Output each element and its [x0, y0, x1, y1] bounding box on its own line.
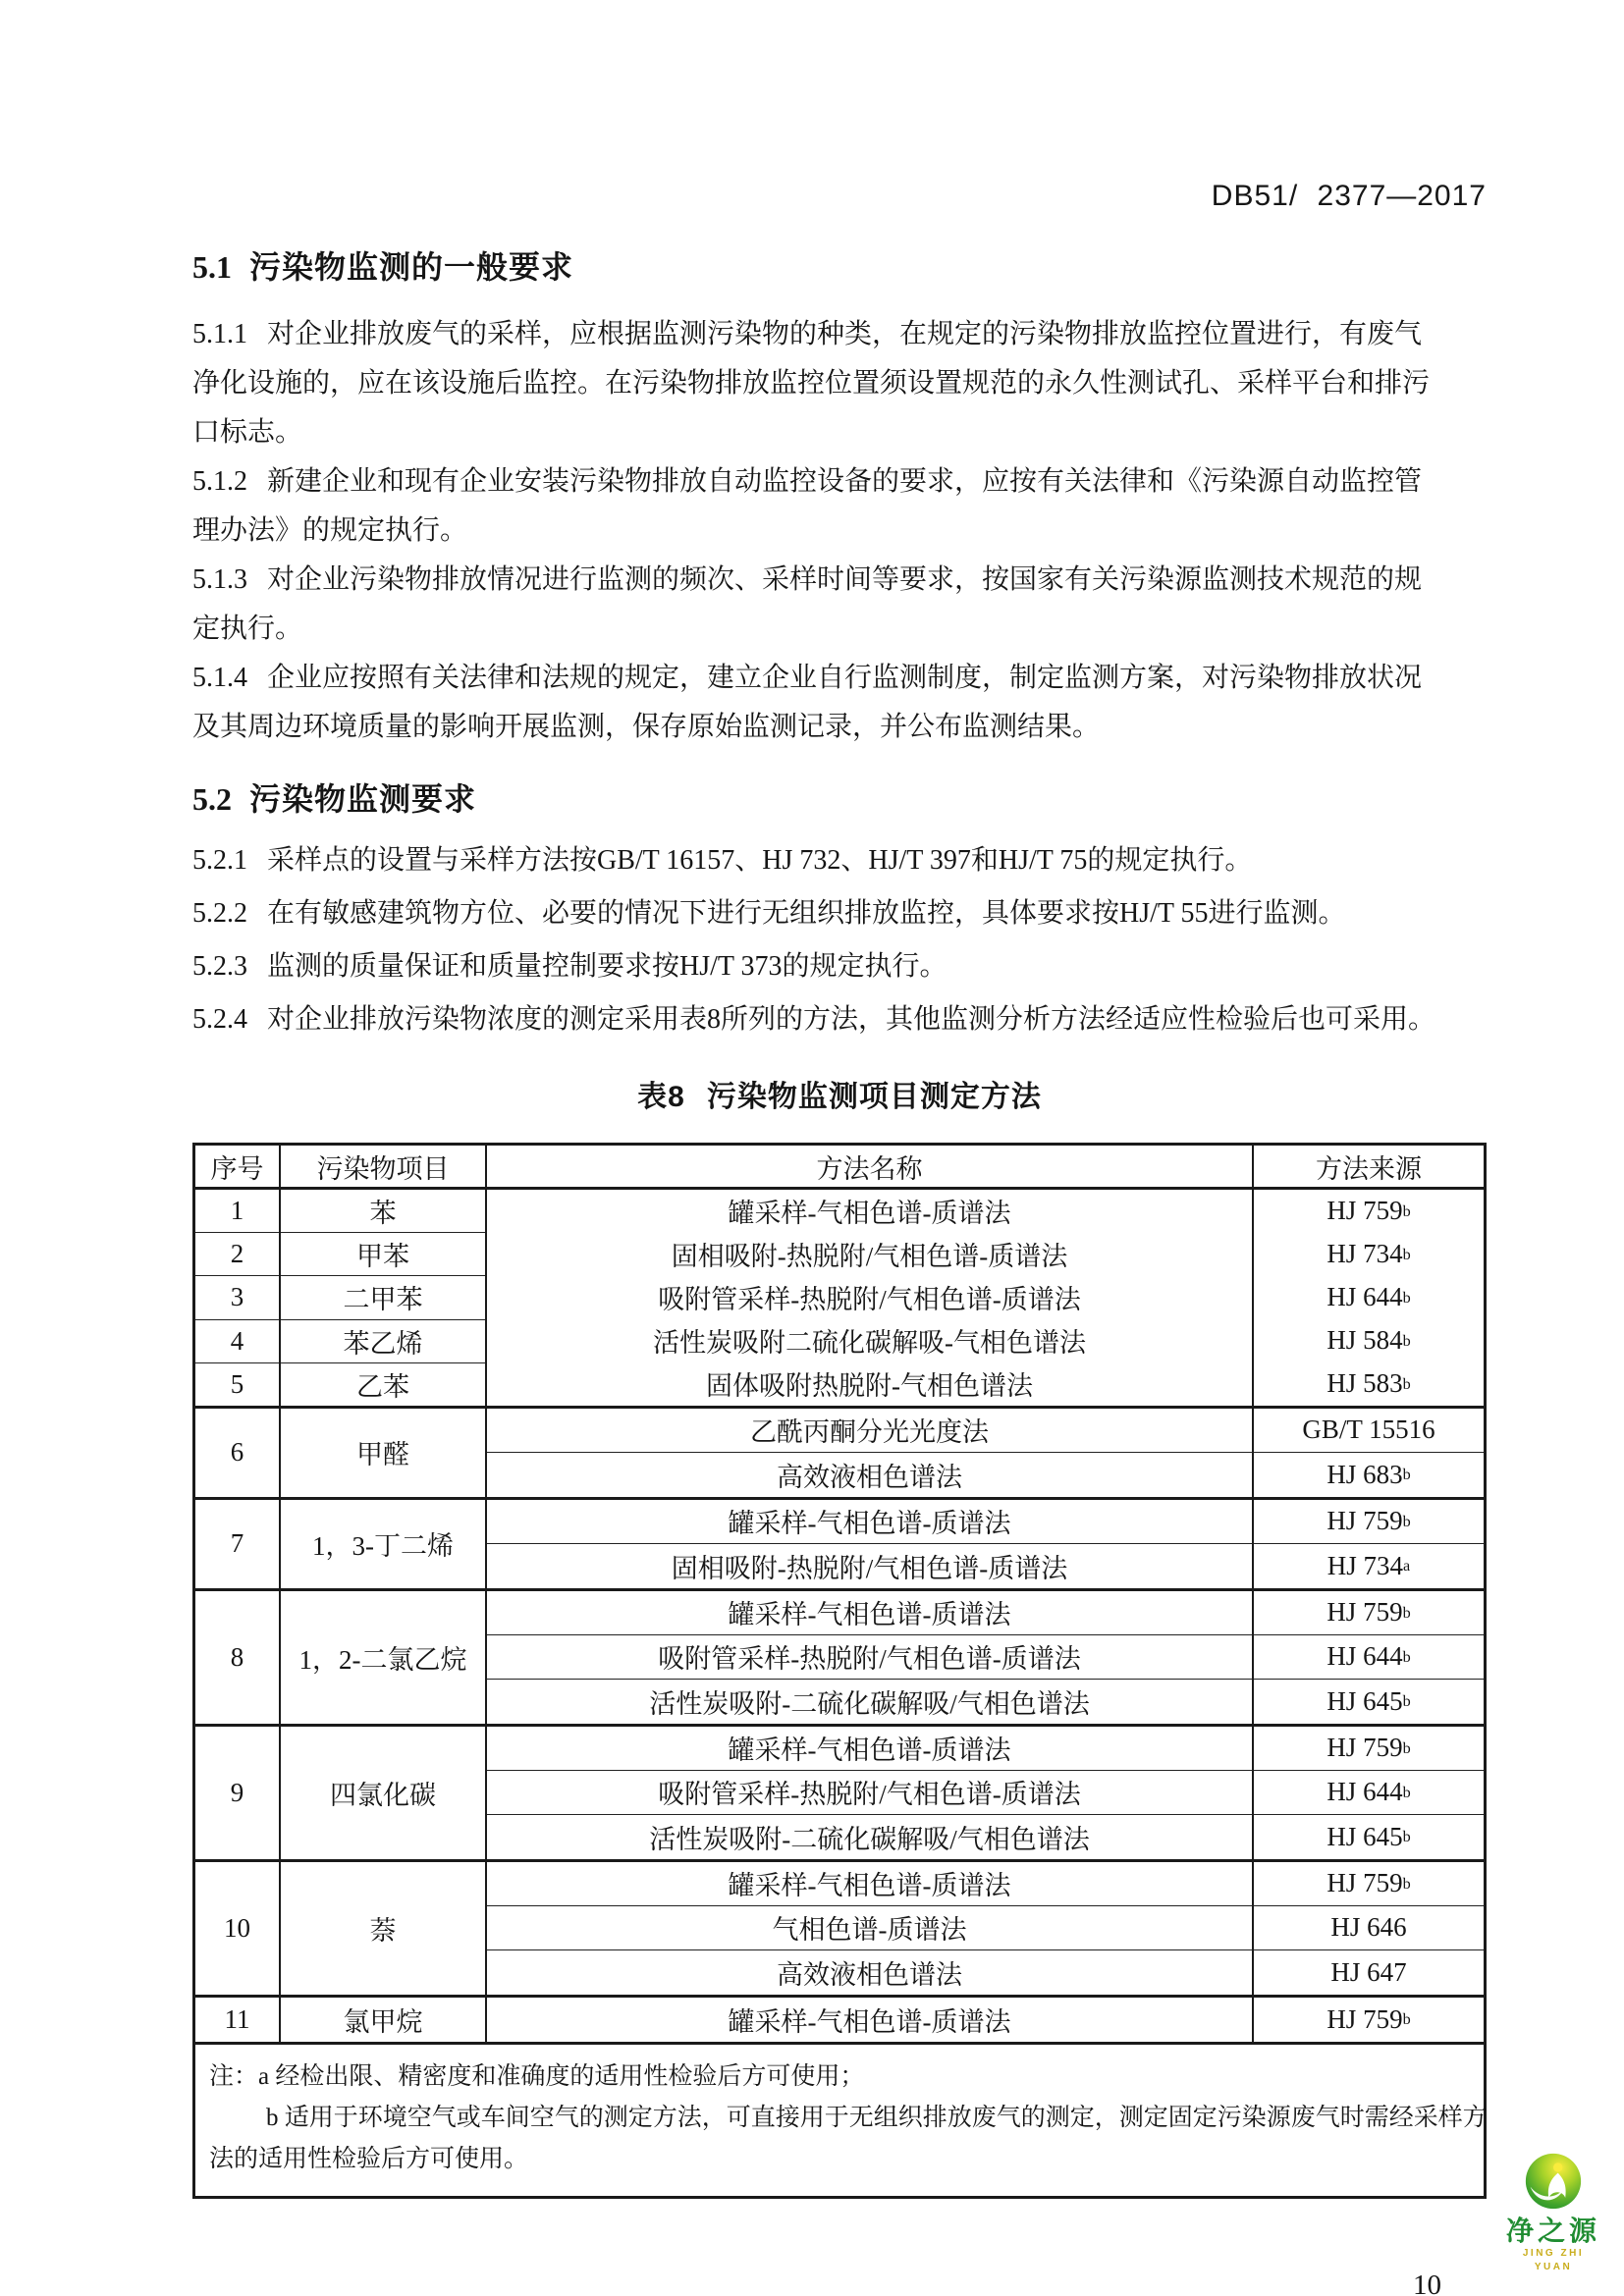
method-cell: 罐采样-气相色谱-质谱法 — [487, 1727, 1254, 1771]
method-cell: 吸附管采样-热脱附/气相色谱-质谱法 — [487, 1771, 1254, 1815]
clause-text: 在有敏感建筑物方位、必要的情况下进行无组织排放监控，具体要求按HJ/T 55进行监测。 — [267, 898, 1346, 929]
no-column — [195, 1190, 281, 1406]
table-group-row — [195, 1591, 1484, 1727]
source-cell: HJ 759 b — [1254, 1862, 1484, 1906]
clause-text: 及其周边环境质量的影响开展监测，保存原始监测记录，并公布监测结果。 — [192, 712, 1101, 742]
note-line: 法的适用性检验后方可使用。 — [209, 2145, 529, 2172]
section-number: 5.1 — [192, 249, 232, 285]
table8-title — [192, 1078, 1487, 1117]
paragraph-5-1-3 — [192, 556, 1487, 654]
row-number-cell: 9 — [195, 1727, 281, 1859]
paragraph-5-2-4 — [192, 993, 1487, 1046]
source-line: HJ 584 b — [1326, 1325, 1411, 1356]
table-group-row — [195, 1862, 1484, 1998]
table8 — [192, 1143, 1487, 2199]
source-cell: HJ 759 b — [1254, 1591, 1484, 1635]
clause-number: 5.1.3 — [192, 564, 247, 595]
clause-text: 对企业污染物排放情况进行监测的频次、采样时间等要求，按国家有关污染源监测技术规范的规 — [267, 564, 1423, 595]
source-cell: HJ 644 b — [1254, 1771, 1484, 1815]
section-number: 5.2 — [192, 781, 232, 817]
method-line: 固体吸附热脱附-气相色谱法 — [706, 1371, 1033, 1402]
table-header-row — [195, 1146, 1484, 1190]
source-cell: HJ 645 b — [1326, 1685, 1411, 1716]
row-number-cell: 5 — [230, 1368, 244, 1399]
clause-text: 口标志。 — [192, 417, 303, 448]
row-number-cell: 4 — [195, 1320, 279, 1363]
pollutant-cell: 甲醛 — [281, 1409, 487, 1497]
pollutant-column — [281, 1190, 487, 1406]
paragraph-5-2-2 — [192, 887, 1487, 940]
pollutant-cell: 甲苯 — [281, 1233, 485, 1276]
paragraph-5-2-1 — [192, 834, 1487, 887]
pollutant-cell: 苯 — [281, 1190, 485, 1233]
paragraph-5-2-3 — [192, 940, 1487, 993]
row-number-cell: 10 — [195, 1862, 281, 1995]
clause-text: 新建企业和现有企业安装污染物排放自动监控设备的要求，应按有关法律和《污染源自动监控管 — [267, 466, 1423, 497]
source-cell: HJ 647 — [1330, 1956, 1407, 1987]
method-cell: 高效液相色谱法 — [487, 1950, 1254, 1995]
section-title: 污染物监测要求 — [249, 781, 477, 817]
source-line: HJ 759 b — [1326, 1196, 1411, 1226]
source-cell: HJ 646 — [1254, 1906, 1484, 1950]
method-line: 活性炭吸附二硫化碳解吸-气相色谱法 — [653, 1328, 1086, 1359]
table-group-row — [195, 1500, 1484, 1591]
section-heading-5-1 — [192, 247, 1487, 287]
method-cell: 固相吸附-热脱附/气相色谱-质谱法 — [487, 1544, 1254, 1588]
running-header: DB51/ 2377—2017 — [1211, 180, 1487, 212]
section-5-2-body — [192, 834, 1487, 1046]
clause-text: 理办法》的规定执行。 — [192, 515, 468, 546]
method-line: 罐采样-气相色谱-质谱法 — [728, 1199, 1011, 1229]
source-cell: HJ 644 b — [1254, 1635, 1484, 1680]
merged-method-cell — [487, 1190, 1254, 1406]
method-cell: 活性炭吸附-二硫化碳解吸/气相色谱法 — [487, 1680, 1254, 1724]
row-number-cell: 3 — [195, 1276, 279, 1319]
clause-text: 企业应按照有关法律和法规的规定，建立企业自行监测制度，制定监测方案，对污染物排放状况 — [267, 663, 1423, 693]
logo-icon — [1524, 2152, 1583, 2211]
row-number-cell: 6 — [195, 1409, 281, 1497]
pollutant-cell: 氯甲烷 — [281, 1998, 487, 2042]
method-line: 固相吸附-热脱附/气相色谱-质谱法 — [671, 1242, 1068, 1272]
pollutant-cell: 1，3-丁二烯 — [281, 1500, 487, 1588]
source-cell: HJ 683 b — [1326, 1459, 1411, 1489]
source-cell: HJ 759 b — [1254, 1500, 1484, 1544]
table-group-row — [195, 1998, 1484, 2045]
source-cell: HJ 759 b — [1254, 1727, 1484, 1771]
source-cell: HJ 734 a — [1326, 1550, 1411, 1580]
clause-text: 采样点的设置与采样方法按GB/T 16157、HJ 732、HJ/T 397和HJ/T 75的规定执行。 — [267, 845, 1253, 876]
section-title: 污染物监测的一般要求 — [249, 249, 574, 285]
pollutant-cell: 乙苯 — [356, 1371, 409, 1402]
method-line: 吸附管采样-热脱附/气相色谱-质谱法 — [658, 1285, 1081, 1315]
note-line: 注：a 经检出限、精密度和准确度的适用性检验后方可使用； — [209, 2062, 865, 2090]
method-cell: 气相色谱-质谱法 — [487, 1906, 1254, 1950]
clause-number: 5.2.1 — [192, 845, 247, 876]
logo-name: 净之源 — [1505, 2216, 1600, 2246]
paragraph-5-1-1 — [192, 310, 1487, 457]
column-header-3: 方法来源 — [1316, 1153, 1422, 1184]
clause-text: 监测的质量保证和质量控制要求按HJ/T 373的规定执行。 — [267, 951, 947, 982]
source-cell: GB/T 15516 — [1254, 1409, 1484, 1453]
row-number-cell: 11 — [195, 1998, 281, 2042]
clause-text: 净化设施的，应在该设施后监控。在污染物排放监控位置须设置规范的永久性测试孔、采样平台和排污 — [192, 368, 1431, 399]
method-cell: 罐采样-气相色谱-质谱法 — [487, 1500, 1254, 1544]
source-line: HJ 644 b — [1326, 1282, 1411, 1312]
table-notes — [195, 2045, 1488, 2196]
row-number-cell: 8 — [195, 1591, 281, 1724]
method-cell: 乙酰丙酮分光光度法 — [487, 1409, 1254, 1453]
merged-source-cell — [1254, 1190, 1484, 1406]
logo-subtitle: JING ZHI YUAN — [1522, 2248, 1585, 2272]
source-line: HJ 583 b — [1326, 1368, 1411, 1399]
clause-text: 对企业排放污染物浓度的测定采用表8所列的方法，其他监测分析方法经适应性检验后也可采用。 — [267, 1004, 1436, 1035]
clause-number: 5.1.4 — [192, 663, 247, 693]
row-number-cell: 1 — [195, 1190, 279, 1233]
pollutant-cell: 苯乙烯 — [281, 1320, 485, 1363]
rows-1-5-block — [195, 1190, 1484, 1409]
clause-number: 5.1.2 — [192, 466, 247, 497]
row-number-cell: 2 — [195, 1233, 279, 1276]
method-cell: 罐采样-气相色谱-质谱法 — [487, 1591, 1254, 1635]
section-heading-5-2 — [192, 779, 1487, 819]
column-header-0: 序号 — [195, 1146, 281, 1187]
clause-number: 5.2.4 — [192, 1004, 247, 1035]
method-cell: 高效液相色谱法 — [487, 1453, 1254, 1497]
page-number: 10 — [1413, 2269, 1441, 2296]
clause-number: 5.2.2 — [192, 898, 247, 929]
watermark-logo — [1502, 2152, 1604, 2274]
paragraph-5-1-4 — [192, 654, 1487, 752]
pollutant-cell: 二甲苯 — [281, 1276, 485, 1319]
column-header-1: 污染物项目 — [281, 1146, 487, 1187]
table-title-text: 污染物监测项目测定方法 — [706, 1081, 1042, 1113]
clause-text: 定执行。 — [192, 614, 303, 644]
method-cell: 吸附管采样-热脱附/气相色谱-质谱法 — [487, 1635, 1254, 1680]
method-cell: 罐采样-气相色谱-质谱法 — [487, 1862, 1254, 1906]
clause-text: 对企业排放废气的采样，应根据监测污染物的种类，在规定的污染物排放监控位置进行，有废气 — [267, 319, 1423, 349]
pollutant-cell: 1，2-二氯乙烷 — [281, 1591, 487, 1724]
table-group-row — [195, 1409, 1484, 1500]
row-number-cell: 7 — [195, 1500, 281, 1588]
note-line: b 适用于环境空气或车间空气的测定方法，可直接用于无组织排放废气的测定，测定固定污染源废气时需经采样方 — [266, 2104, 1488, 2131]
method-cell: 罐采样-气相色谱-质谱法 — [487, 1998, 1254, 2042]
method-cell: 活性炭吸附-二硫化碳解吸/气相色谱法 — [487, 1815, 1254, 1859]
source-cell: HJ 645 b — [1326, 1821, 1411, 1851]
table-number: 表8 — [637, 1081, 685, 1113]
paragraph-5-1-2 — [192, 457, 1487, 556]
table-group-row — [195, 1727, 1484, 1862]
source-line: HJ 734 b — [1326, 1239, 1411, 1269]
source-cell: HJ 759 b — [1326, 2003, 1411, 2034]
pollutant-cell: 萘 — [281, 1862, 487, 1995]
column-header-2: 方法名称 — [487, 1146, 1254, 1187]
clause-number: 5.1.1 — [192, 319, 247, 349]
pollutant-cell: 四氯化碳 — [281, 1727, 487, 1859]
clause-number: 5.2.3 — [192, 951, 247, 982]
